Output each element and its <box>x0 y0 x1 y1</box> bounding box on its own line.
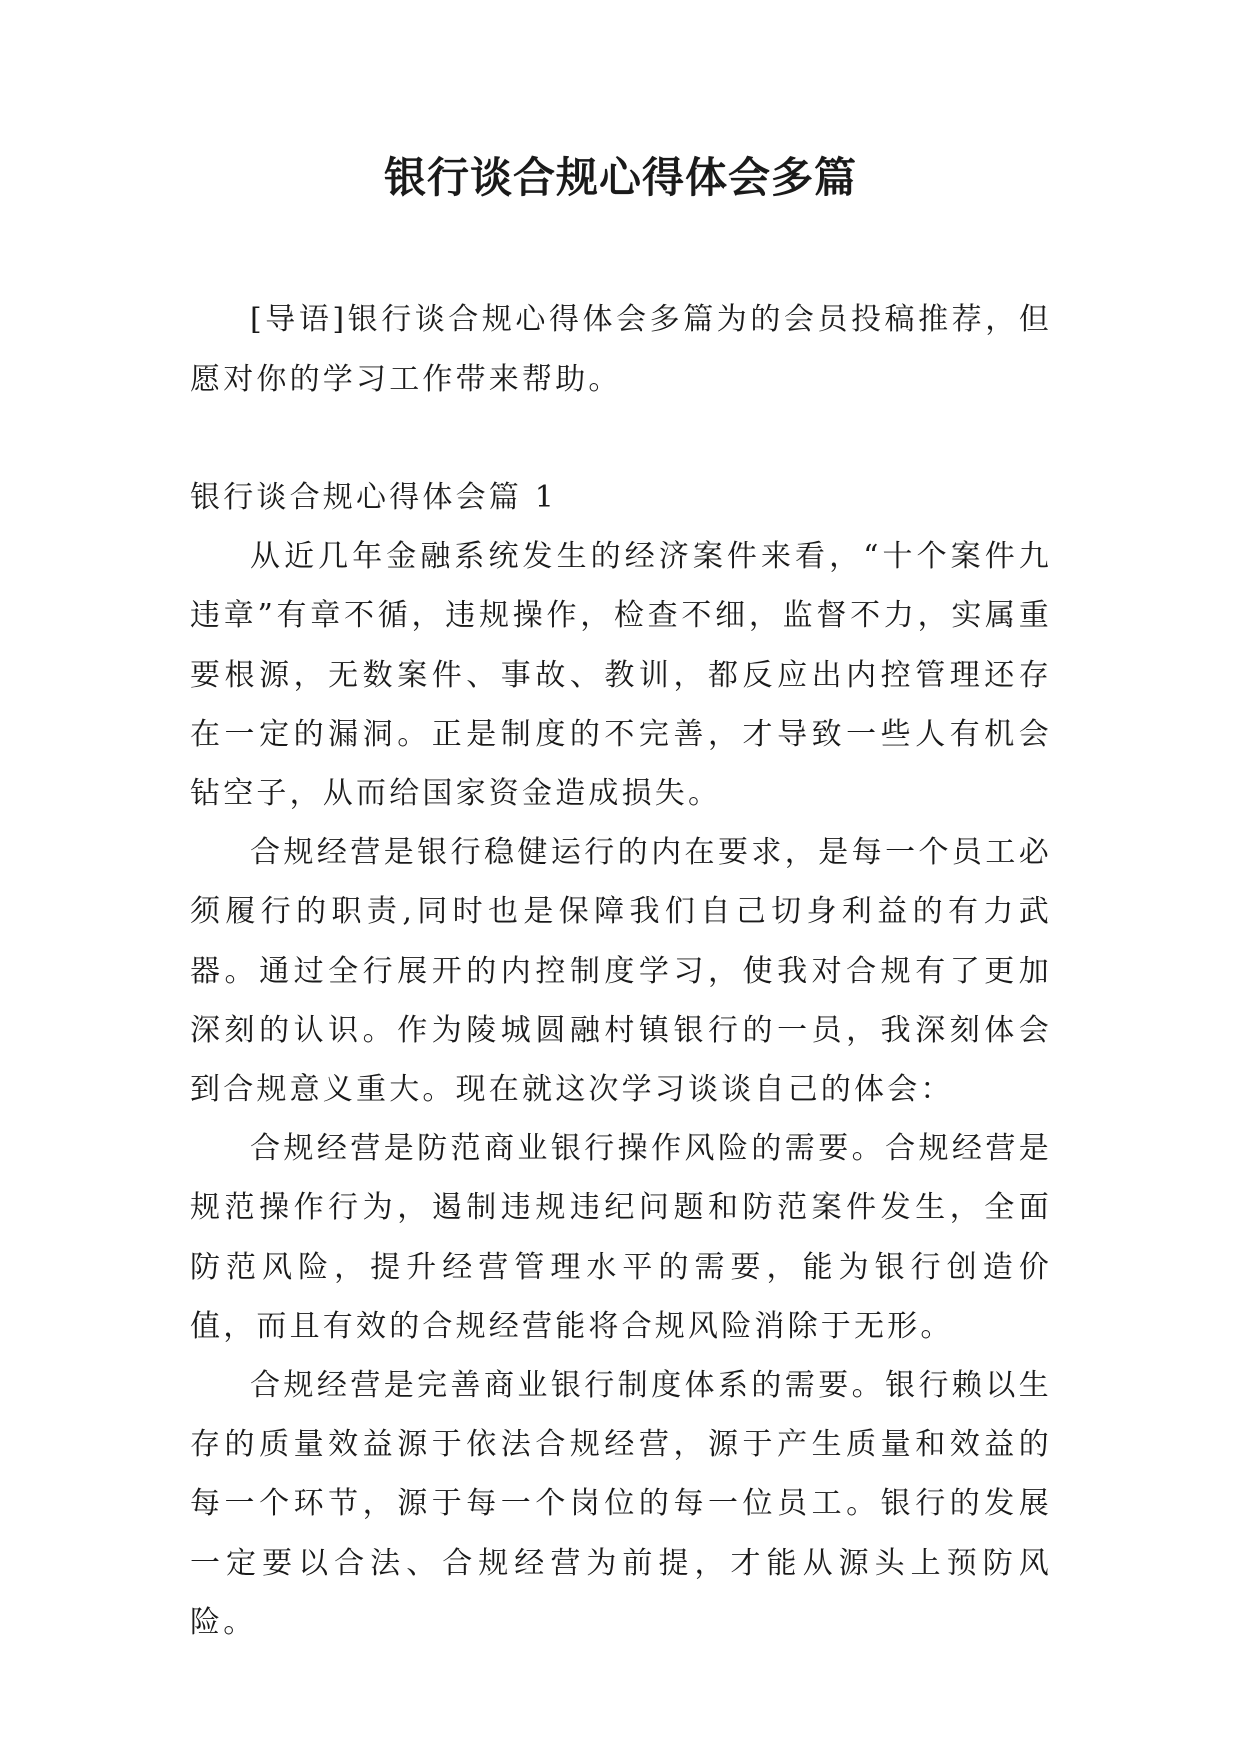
intro-paragraph: [导语]银行谈合规心得体会多篇为的会员投稿推荐，但愿对你的学习工作带来帮助。 <box>190 302 1052 397</box>
article-body <box>190 468 1052 1652</box>
document-title: 银行谈合规心得体会多篇 <box>383 153 857 202</box>
body-paragraph: 合规经营是银行稳健运行的内在要求，是每一个员工必须履行的职责,同时也是保障我们自己切身利益的有力武器。通过全行展开的内控制度学习，使我对合规有了更加深刻的认识。作为陵城圆融村镇银行的一员，我深刻体会到合规意义重大。现在就这次学习谈谈自己的体会： <box>190 835 1052 1108</box>
body-paragraph: 合规经营是防范商业银行操作风险的需要。合规经营是规范操作行为，遏制违规违纪问题和防范案件发生，全面防范风险，提升经营管理水平的需要，能为银行创造价值，而且有效的合规经营能将合规风险消除于无形。 <box>190 1131 1052 1344</box>
body-paragraph: 合规经营是完善商业银行制度体系的需要。银行赖以生存的质量效益源于依法合规经营，源于产生质量和效益的每一个环节，源于每一个岗位的每一位员工。银行的发展一定要以合法、合规经营为前提，才能从源头上预防风险。 <box>190 1368 1052 1640</box>
section-heading: 银行谈合规心得体会篇 1 <box>190 480 558 515</box>
body-paragraph: 从近几年金融系统发生的经济案件来看，“十个案件九违章”有章不循，违规操作，检查不细，监督不力，实属重要根源，无数案件、事故、教训，都反应出内控管理还存在一定的漏洞。正是制度的不完善，才导致一些人有机会钻空子，从而给国家资金造成损失。 <box>190 539 1052 812</box>
intro-block <box>190 290 1052 410</box>
